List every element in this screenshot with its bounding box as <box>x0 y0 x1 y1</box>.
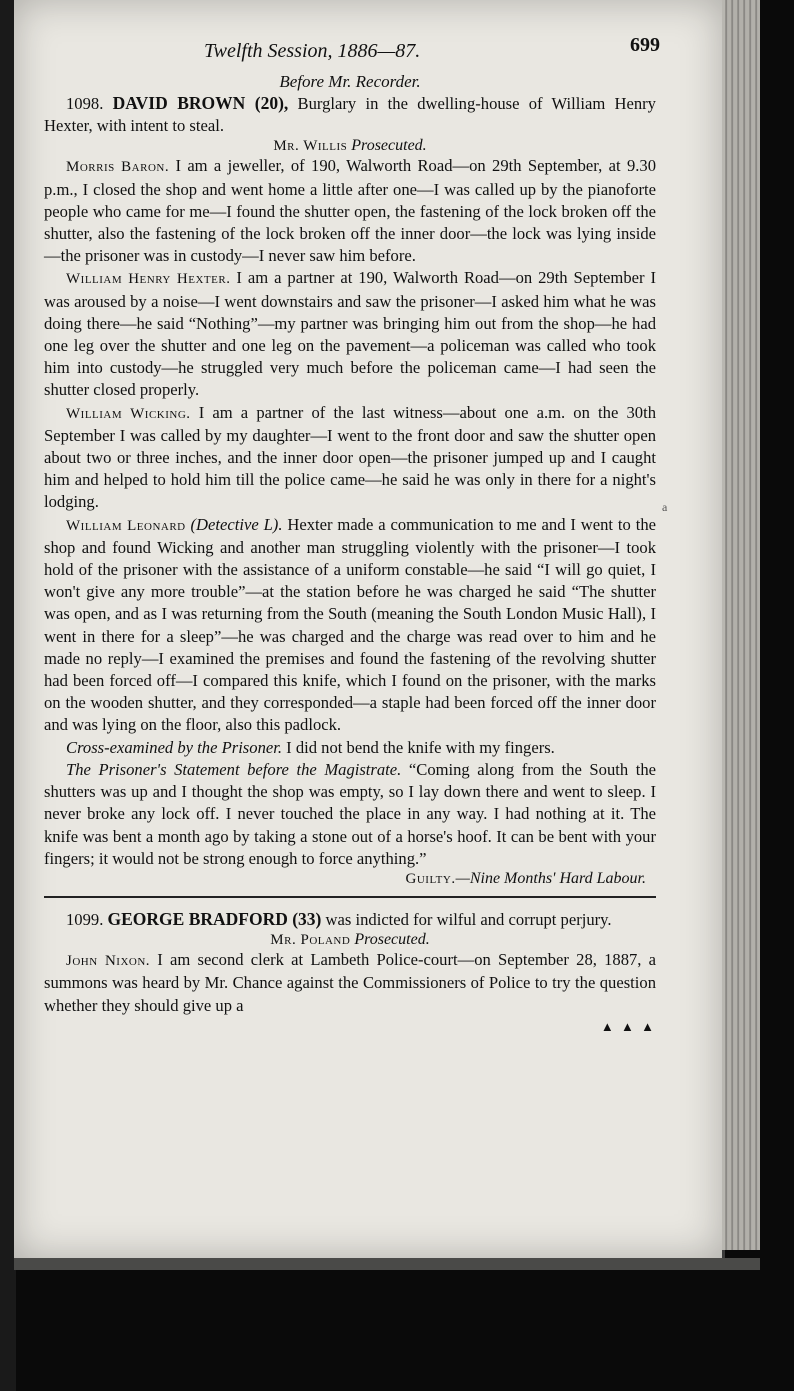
prosecutor-line: Mr. Willis Prosecuted. <box>273 137 427 155</box>
charge-text: Burglary in the dwelling-house of William Henry Hexter, with intent to steal. <box>44 94 656 136</box>
court-heading: Before Mr. Recorder. <box>279 72 421 91</box>
running-title: Twelfth Session, 1886—87. <box>204 40 421 62</box>
testimony-paragraph: William Leonard (Detective L). Hexter made a communication to me and I went to the shop and found Wicking and another man struggling violently with the prisoner—I took hold of the prisoner with the assistance of a uniform constable—he said “I will go quiet, I won't give any more trouble”—at the station before he was charged he said “The shutter was open, and as I was returning from the South (meaning the South London Music Hall), I went in there for a sleep”—he was charged and the charge was read over to him and he made no reply—I examined the premises and found the fastening of the revolving shutter had been forced off—I compared this knife, which I found on the prisoner, with the marks on the wooden shutter, and they corresponded—a staple had been forced off the inner door and was lying on the floor, also this padlock. <box>44 514 656 735</box>
prosecutor-line: Mr. Poland Prosecuted. <box>270 931 430 949</box>
testimony-paragraph: John Nixon. I am second clerk at Lambeth Police-court—on September 28, 1887, a summons was heard by Mr. Chance against the Commissioners of Police to try the question whether they should give up a <box>44 950 657 1015</box>
page-edges <box>722 0 760 1250</box>
page-number: 699 <box>630 34 660 56</box>
catchword: ▲ ▲ ▲ <box>600 1018 656 1034</box>
running-head <box>44 26 660 66</box>
defendant-name: DAVID BROWN (20), <box>112 93 289 113</box>
margin-mark: a <box>662 500 668 514</box>
case-1098-heading: 1098. DAVID BROWN (20), Burglary in the dwelling-house of William Henry Hexter, with intent to steal. <box>44 93 656 136</box>
witness-name: John Nixon. <box>66 953 151 970</box>
statement-label: The Prisoner's Statement before the Magistrate. <box>66 759 402 779</box>
witness-name: William Leonard <box>66 517 186 534</box>
cross-examination: Cross-examined by the Prisoner. I did not bend the knife with my fingers. <box>66 737 555 757</box>
testimony-paragraph: William Wicking. I am a partner of the last witness—about one a.m. on the 30th September I was called by my daughter—I went to the front door and saw the shutter open about two or three inches, and the inner door open—the prisoner jumped up and I caught him and helped to hold him till the police came—he said he was only in there for a night's lodging. <box>44 402 656 512</box>
case-1099-heading: 1099. GEORGE BRADFORD (33) was indicted for wilful and corrupt perjury. <box>66 908 612 929</box>
witness-name: William Wicking. <box>66 405 191 422</box>
testimony-paragraph: Morris Baron. I am a jeweller, of 190, Walworth Road—on 29th September, at 9.30 p.m., I closed the shop and went home a little after one—I was called up by the pianoforte people who came for me—I found the shutter open, the fastening of the lock broken off the shutter, also the fastening of the lock broken off the inner door—the lock was lying inside—the prisoner was in custody—I never saw him before. <box>44 156 656 266</box>
section-divider <box>44 896 656 898</box>
verdict: Guilty.—Nine Months' Hard Labour. <box>405 869 646 887</box>
charge-text: was indicted for wilful and corrupt perjury. <box>325 909 612 929</box>
book-bottom-edge <box>14 1258 760 1270</box>
testimony-paragraph: William Henry Hexter. I am a partner at 190, Walworth Road—on 29th September I was aroused by a noise—I went downstairs and saw the prisoner—I asked him what he was doing there—he said “Nothing”—my partner was bringing him out from the shop—he had one leg over the shutter and one leg on the pavement—a policeman was called who took him into custody—he struggled very much before the policeman came—I had seen the shutter closed properly. <box>44 268 656 400</box>
witness-name: William Henry Hexter. <box>66 271 231 288</box>
cross-label: Cross-examined by the Prisoner. <box>66 737 282 757</box>
page-text <box>44 26 660 1035</box>
prisoner-statement: The Prisoner's Statement before the Magistrate. “Coming along from the South the shutters was up and I thought the shop was empty, so I lay down there and went to sleep. I never broke any lock off. I never touched the place in any way. I had nothing at it. The knife was bent a month ago by taking a stone out of a horse's hoof. It can be bent with your fingers; it would not be strong enough to force anything.” <box>44 759 656 868</box>
defendant-name: GEORGE BRADFORD (33) <box>107 908 322 929</box>
witness-name: Morris Baron. <box>66 159 170 176</box>
